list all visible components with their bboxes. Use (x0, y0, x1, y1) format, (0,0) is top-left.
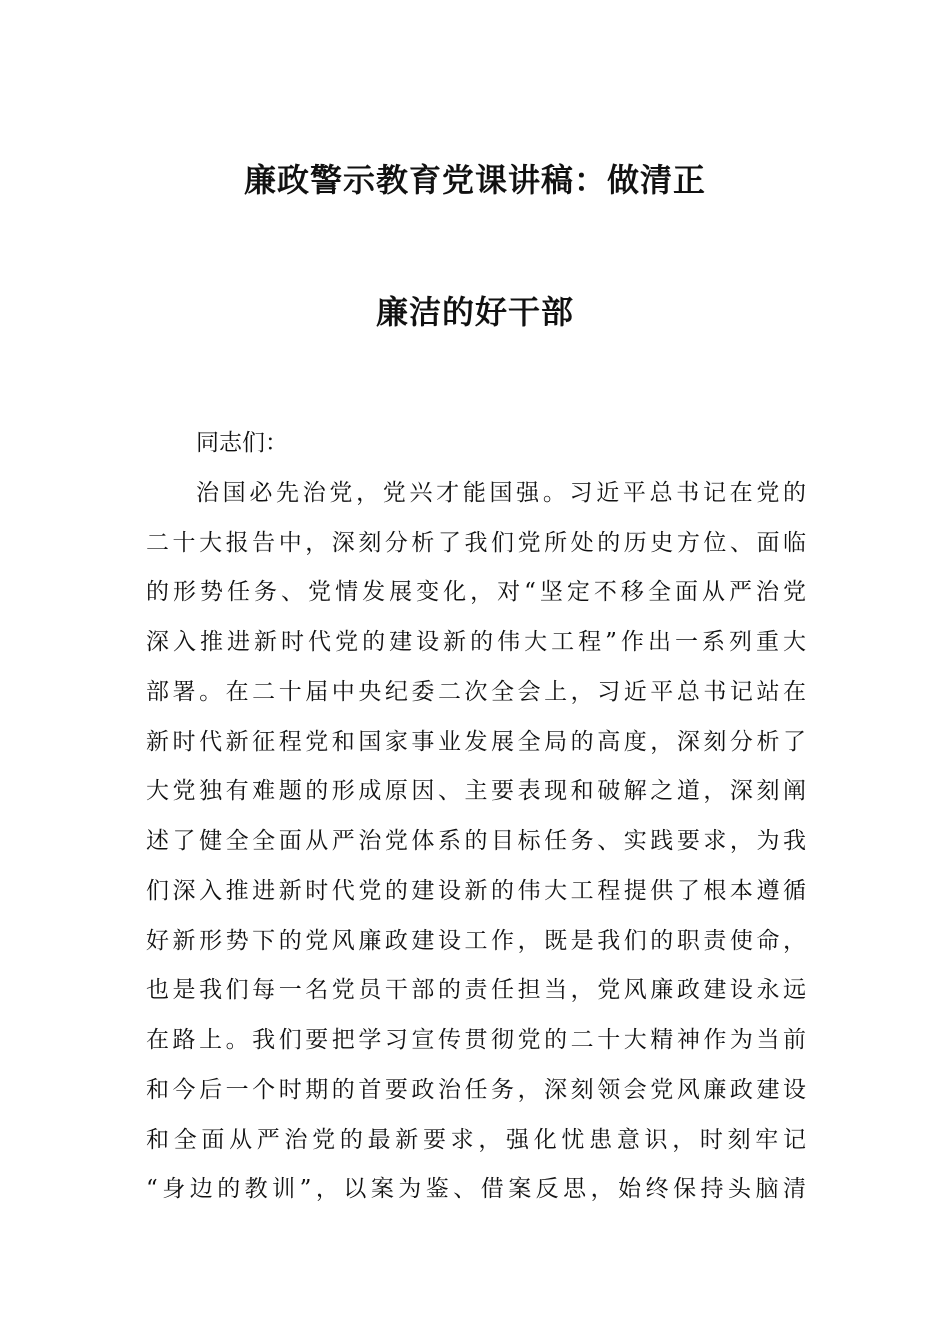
paragraph-line: 述了健全全面从严治党体系的目标任务、实践要求，为我 (146, 828, 806, 854)
paragraph-line: 也是我们每一名党员干部的责任担当，党风廉政建设永远 (146, 977, 806, 1003)
paragraph-line: 治国必先治党，党兴才能国强。习近平总书记在党的 (196, 480, 806, 506)
document-title-line-1: 廉政警示教育党课讲稿：做清正 (243, 161, 706, 199)
paragraph-line: 深入推进新时代党的建设新的伟大工程”作出一系列重大 (146, 629, 806, 655)
paragraph-line: 部署。在二十届中央纪委二次全会上，习近平总书记站在 (146, 679, 806, 705)
paragraph-line: 二十大报告中，深刻分析了我们党所处的历史方位、面临 (146, 530, 806, 556)
paragraph-line: 和今后一个时期的首要政治任务，深刻领会党风廉政建设 (146, 1077, 806, 1103)
paragraph-line: 在路上。我们要把学习宣传贯彻党的二十大精神作为当前 (146, 1027, 806, 1053)
paragraph-line: 们深入推进新时代党的建设新的伟大工程提供了根本遵循 (146, 878, 806, 904)
document-title-line-2: 廉洁的好干部 (375, 293, 574, 331)
paragraph-line: 好新形势下的党风廉政建设工作，既是我们的职责使命， (146, 928, 806, 954)
paragraph-line: “身边的教训”，以案为鉴、借案反思，始终保持头脑清 (146, 1176, 806, 1202)
paragraph-line: 大党独有难题的形成原因、主要表现和破解之道，深刻阐 (146, 778, 806, 804)
paragraph-line: 的形势任务、党情发展变化，对“坚定不移全面从严治党 (146, 579, 806, 605)
paragraph-line: 新时代新征程党和国家事业发展全局的高度，深刻分析了 (146, 729, 806, 755)
paragraph-line: 和全面从严治党的最新要求，强化忧患意识，时刻牢记 (146, 1127, 806, 1153)
salutation: 同志们： (196, 430, 288, 456)
